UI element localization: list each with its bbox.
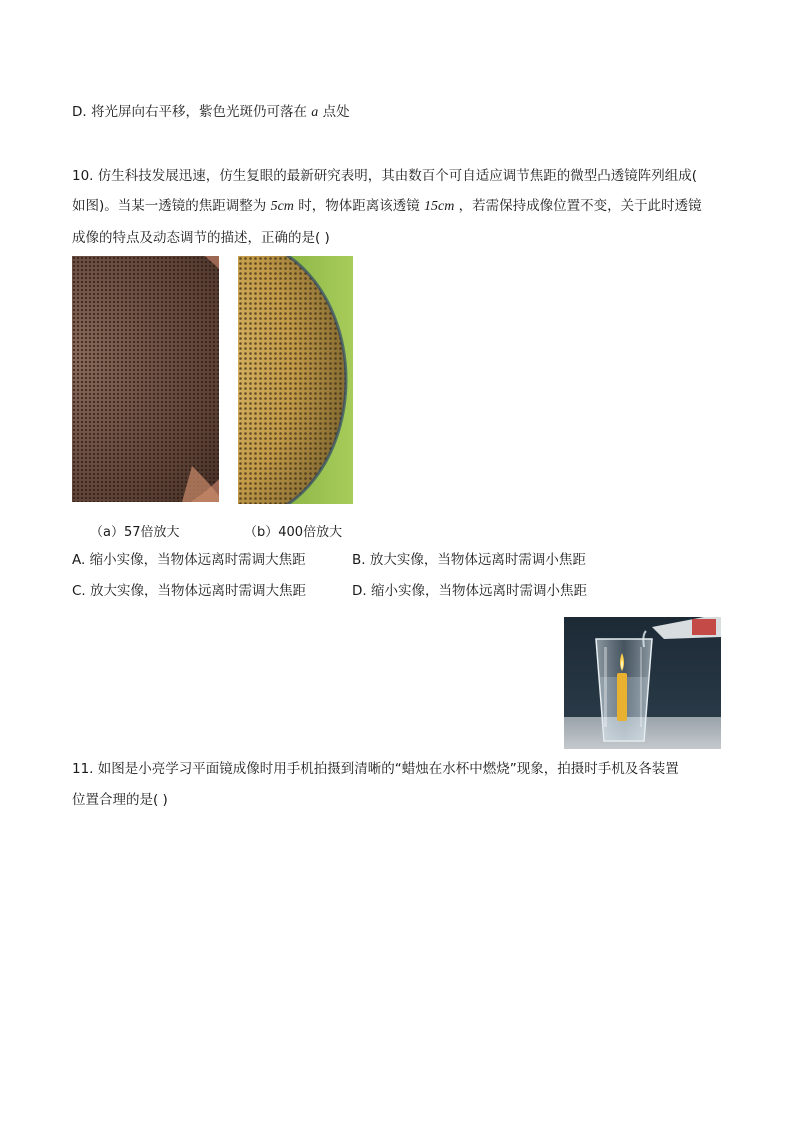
q10-stem-line1: 10. 仿生科技发展迅速，仿生复眼的最新研究表明，其由数百个可自适应调节焦距的微型凸透镜阵列组成( [72, 168, 698, 184]
q10-stem-line2-c: ，若需保持成像位置不变，关于此时透镜 [458, 198, 702, 214]
q10-focal-length: 5cm [270, 199, 294, 214]
q10-option-a: A. 缩小实像，当物体远离时需调大焦距 [72, 552, 306, 568]
q10-stem-line3: 成像的特点及动态调节的描述，正确的是( ) [72, 230, 330, 246]
q9-option-d [72, 102, 350, 123]
candle-in-water-glass-drawing [564, 617, 721, 749]
q10-option-c: C. 放大实像，当物体远离时需调大焦距 [72, 583, 307, 599]
q10-stem-line2-b: 时，物体距离该透镜 [298, 198, 420, 214]
compound-eye-400x-image [238, 256, 353, 504]
q10-option-d: D. 缩小实像，当物体远离时需调小焦距 [352, 583, 587, 599]
compound-eye-57x-image [72, 256, 219, 502]
q9-option-d-text: D. 将光屏向右平移，紫色光斑仍可落在 [72, 104, 307, 120]
q10-option-b: B. 放大实像，当物体远离时需调小焦距 [352, 552, 586, 568]
q11-stem-line1: 11. 如图是小亮学习平面镜成像时用手机拍摄到清晰的“蜡烛在水杯中燃烧”现象，拍摄时手机及各装置 [72, 761, 679, 777]
q11-stem-line2: 位置合理的是( ) [72, 792, 168, 808]
q9-option-d-post: 点处 [322, 104, 350, 120]
candle-in-water-glass-image [564, 617, 721, 749]
q10-stem-line2-a: 如图)。当某一透镜的焦距调整为 [72, 198, 267, 214]
compound-eye-400x-drawing [238, 256, 353, 504]
compound-eye-57x-drawing [72, 256, 219, 502]
caption-a: （a）57倍放大 [90, 525, 180, 540]
q10-stem-line2 [72, 196, 702, 217]
q9-option-d-var: a [311, 105, 319, 120]
q10-object-distance: 15cm [424, 199, 455, 214]
caption-b: （b）400倍放大 [244, 525, 343, 540]
